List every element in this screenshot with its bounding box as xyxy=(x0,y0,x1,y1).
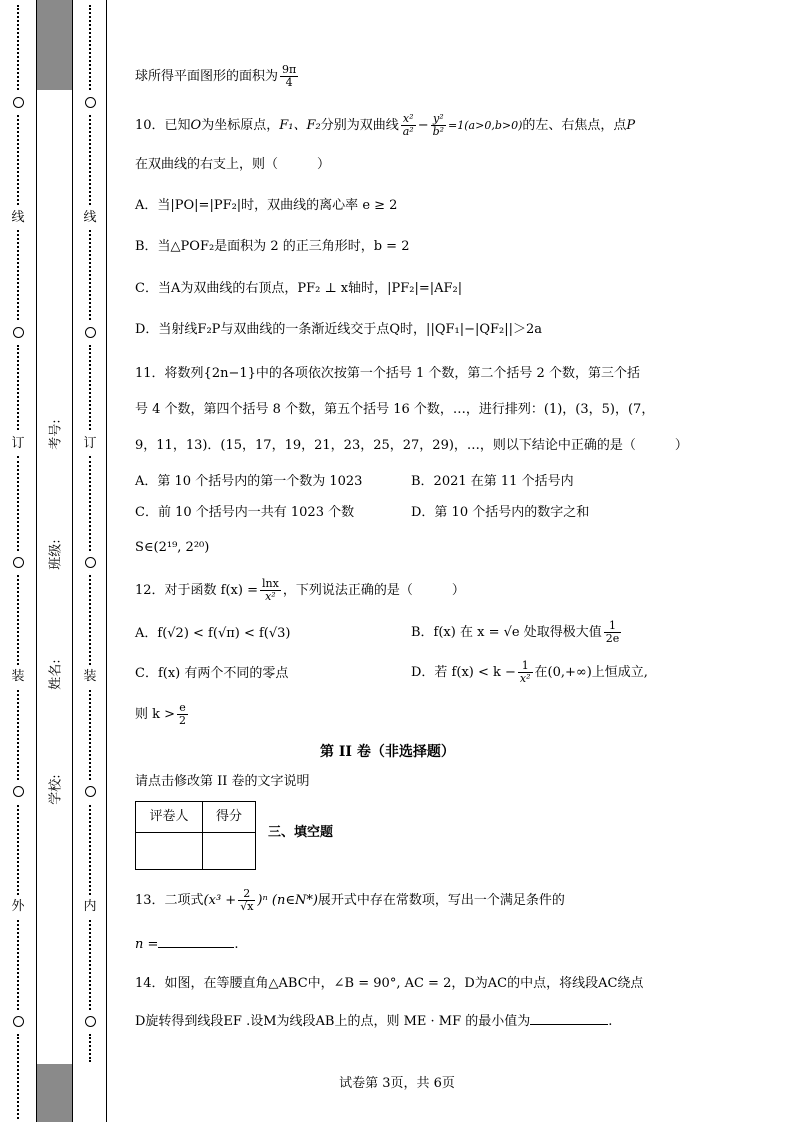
dotted-line xyxy=(17,456,22,551)
dotted-line xyxy=(89,805,94,895)
q14-stem-1: 14．如图，在等腰直角△ABC中，∠B = 90°, AC = 2，D为AC的中点，将线段AC绕点 xyxy=(135,976,644,991)
q11-option-b: B．2021 在第 11 个括号内 xyxy=(411,474,574,489)
q10-stem: 10．已知O为坐标原点，F₁、F₂分别为双曲线 $\frac{\text{x²}}{\text{a²}}$ − $\frac{\text{y²}}{\text{b²}}$ =1(a>0,b>0)的左、右焦点，点P xyxy=(135,112,636,139)
dotted-line xyxy=(89,575,94,665)
dotted-line xyxy=(89,230,94,320)
dotted-line xyxy=(89,690,94,780)
section-fill-blank: 三、填空题 xyxy=(268,825,334,840)
dotted-line xyxy=(89,920,94,1010)
margin-char-inner: 内 xyxy=(83,899,97,914)
dotted-line xyxy=(17,230,22,320)
dotted-line xyxy=(89,115,94,205)
part2-title: 第 II 卷（非选择题） xyxy=(320,744,455,760)
dotted-line xyxy=(89,345,94,430)
label-school: 学校: xyxy=(48,774,64,805)
margin-char-line: 线 xyxy=(11,210,25,225)
circle-mark xyxy=(85,557,96,568)
q11-option-a: A．第 10 个括号内的第一个数为 1023 xyxy=(135,474,363,489)
q13-stem: 13．二项式(x³ + $\frac{2}{√x}$ )ⁿ (n∈N*)展开式中存在常数项，写出一个满足条件的 xyxy=(135,887,565,914)
q12-stem: 12．对于函数 f(x) = $\frac{\ln x}{\text{x²}}$ ，下列说法正确的是（ ） xyxy=(135,577,465,604)
circle-mark xyxy=(13,97,24,108)
label-class: 班级: xyxy=(48,539,64,570)
dotted-line xyxy=(17,805,22,895)
dotted-line xyxy=(89,1034,94,1062)
circle-mark xyxy=(13,557,24,568)
q10-option-a: A．当|PO|=|PF₂|时，双曲线的离心率 e ≥ 2 xyxy=(135,198,398,213)
margin-border-line-2 xyxy=(72,0,73,1122)
q10-option-c: C．当A为双曲线的右顶点，PF₂ ⊥ x轴时，|PF₂|=|AF₂| xyxy=(135,281,463,296)
label-name: 姓名: xyxy=(48,659,64,690)
margin-char-line-inner: 线 xyxy=(83,210,97,225)
q10-option-d: D．当射线F₂P与双曲线的一条渐近线交于点Q时，||QF₁|−|QF₂||＞2a xyxy=(135,322,543,337)
margin-border-line-1 xyxy=(36,0,37,1122)
q10-stem-2: 在双曲线的右支上，则（ ） xyxy=(135,157,331,172)
q12-option-d: D．若 f(x) < k − $\frac{1}{\text{x²}}$ 在(0,+∞)上恒成立, xyxy=(411,659,648,686)
q9-tail: 球所得平面图形的面积为 $\frac{9\pi}{4}$ xyxy=(135,63,297,90)
q11-stem-2: 号 4 个数，第四个括号 8 个数，第五个括号 16 个数，…，进行排列：(1)，(3，5)，(7， xyxy=(135,402,655,417)
margin-char-bind-inner: 订 xyxy=(83,436,97,451)
dotted-line xyxy=(17,115,22,205)
score-header-grader: 评卷人 xyxy=(136,802,203,833)
q11-option-d-cont: S∈(2¹⁹, 2²⁰) xyxy=(135,540,210,555)
fraction: $\frac{9\pi}{4}$ xyxy=(282,63,297,90)
circle-mark xyxy=(13,327,24,338)
score-header-score: 得分 xyxy=(203,802,256,833)
dotted-line xyxy=(89,456,94,551)
margin-char-pack: 装 xyxy=(11,669,25,684)
circle-mark xyxy=(85,786,96,797)
score-table xyxy=(135,801,256,870)
score-cell-score[interactable] xyxy=(203,833,256,870)
part2-note: 请点击修改第 II 卷的文字说明 xyxy=(135,774,310,789)
q11-option-c: C．前 10 个括号内一共有 1023 个数 xyxy=(135,505,355,520)
q10-option-b: B．当△POF₂是面积为 2 的正三角形时，b = 2 xyxy=(135,239,410,254)
dotted-line xyxy=(89,5,94,90)
q13-answer: n = . xyxy=(135,937,239,952)
q12-option-b: B．f(x) 在 x = √e 处取得极大值 $\frac{1}{2e}$ xyxy=(411,619,620,646)
margin-border-line-3 xyxy=(106,0,107,1122)
margin-char-bind: 订 xyxy=(11,436,25,451)
circle-mark xyxy=(13,786,24,797)
score-cell-grader[interactable] xyxy=(136,833,203,870)
circle-mark xyxy=(85,1016,96,1027)
page-footer: 试卷第 3页，共 6页 xyxy=(339,1076,455,1091)
q11-stem-1: 11．将数列{2n−1}中的各项依次按第一个括号 1 个数，第二个括号 2 个数，第三个括 xyxy=(135,366,640,381)
q12-option-c: C．f(x) 有两个不同的零点 xyxy=(135,666,289,681)
dotted-line xyxy=(17,345,22,430)
q11-stem-3: 9，11，13)．(15，17，19，21，23，25，27，29)，…，则以下结论中正确的是（ ） xyxy=(135,438,688,453)
margin-char-outer: 外 xyxy=(11,899,25,914)
gray-band-top xyxy=(36,0,72,90)
circle-mark xyxy=(13,1016,24,1027)
margin-char-pack-inner: 装 xyxy=(83,669,97,684)
circle-mark xyxy=(85,327,96,338)
q12-option-d-cont: 则 k > $\frac{e}{2}$ xyxy=(135,701,187,728)
q14-stem-2: D旋转得到线段EF .设M为线段AB上的点，则 ME · MF 的最小值为 . xyxy=(135,1014,613,1029)
q12-option-a: A．f(√2) < f(√π) < f(√3) xyxy=(135,626,291,641)
dotted-line xyxy=(17,690,22,780)
label-exam-number: 考号: xyxy=(48,419,64,450)
q11-option-d: D．第 10 个括号内的数字之和 xyxy=(411,505,590,520)
dotted-line xyxy=(17,575,22,665)
dotted-line xyxy=(17,5,22,90)
q13-answer-blank[interactable] xyxy=(158,947,234,948)
dotted-line xyxy=(17,920,22,1010)
circle-mark xyxy=(85,97,96,108)
q14-answer-blank[interactable] xyxy=(530,1024,608,1025)
